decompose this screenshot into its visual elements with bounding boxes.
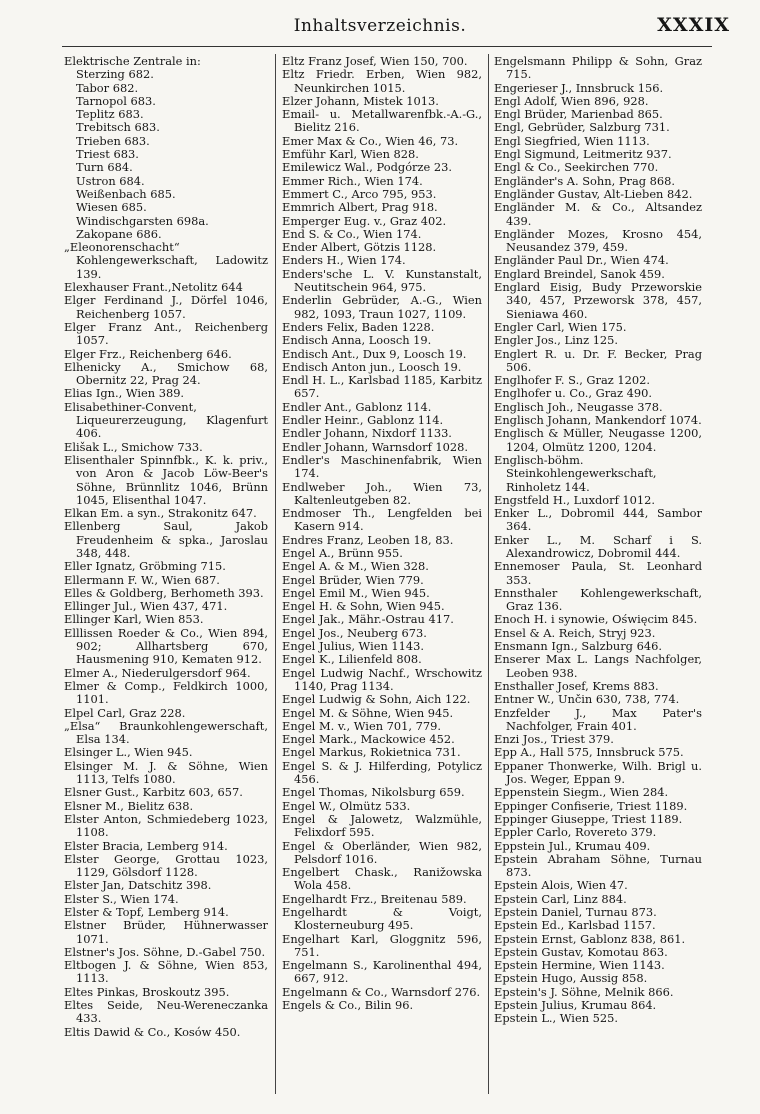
index-entry: Engel A., Brünn 955. (282, 545, 403, 560)
index-entry: Engl & Co., Seekirchen 770. (494, 160, 659, 175)
index-entry: Eppaner Thonwerke, Wilh. Brigl u. Jos. Weger, Eppan 9. (494, 758, 702, 787)
index-entry: Trieben 683. (76, 133, 150, 148)
index-entry: Elpel Carl, Graz 228. (64, 705, 186, 720)
index-entry: Englard Eisig, Budy Przeworskie 340, 457, Przeworsk 378, 457, Sieniawa 460. (494, 280, 702, 321)
index-entry: Engelbert Chask., Ranižowska Wola 458. (282, 865, 482, 893)
index-entry: Eltis Dawid & Co., Kosów 450. (64, 1024, 241, 1039)
index-entry: Engstfeld H., Luxdorf 1012. (494, 492, 656, 507)
index-entry: Engel Markus, Rokietnica 731. (282, 745, 461, 760)
index-entry: Email- u. Metallwarenfbk.-A.-G., Bielitz 216. (282, 107, 482, 135)
index-entry: Epstein Hermine, Wien 1143. (494, 958, 665, 973)
index-entry: Turn 684. (76, 160, 133, 175)
index-entry: Enzfelder J., Max Pater's Nachfolger, Frain 401. (494, 705, 702, 733)
index-entry: Enserer Max L. Langs Nachfolger, Leoben 938. (494, 652, 702, 680)
index-entry: Elster Anton, Schmiedeberg 1023, 1108. (64, 811, 268, 840)
index-entry: Elzer Johann, Mistek 1013. (282, 93, 439, 108)
index-entry: Tabor 682. (76, 80, 139, 95)
index-entry: Englisch-böhm. Steinkohlengewerkschaft, Rinholetz 144. (494, 452, 657, 494)
index-entry: Engel S. & J. Hilferding, Potylicz 456. (282, 758, 482, 787)
index-entry: Eltes Seide, Neu-Wereneczanka 433. (64, 998, 268, 1026)
index-entry: Engländer Mozes, Krosno 454, Neusandez 379, 459. (494, 226, 702, 255)
index-entry: Elias Ign., Wien 389. (64, 386, 185, 401)
page-header (0, 10, 760, 42)
index-entry: Elsinger L., Wien 945. (64, 745, 193, 760)
index-entry: Elstner's Jos. Söhne, D.-Gabel 750. (64, 944, 266, 959)
index-entry: Epstein Hugo, Aussig 858. (494, 971, 648, 986)
index-entry: Tarnopol 683. (76, 93, 156, 108)
index-entry: Eltz Franz Josef, Wien 150, 700. (282, 54, 468, 68)
index-entry: Engl Siegfried, Wien 1113. (494, 133, 650, 148)
index-entry: Eller Ignatz, Gröbming 715. (64, 559, 226, 574)
index-entry: Engel Thomas, Nikolsburg 659. (282, 785, 465, 800)
index-entry: Sterzing 682. (76, 67, 154, 82)
page-title: Inhaltsverzeichnis. (293, 16, 467, 36)
index-entry: Elektrische Zentrale in: (64, 54, 201, 68)
index-column-2 (282, 55, 482, 1012)
index-entry: Enker L., M. Scharf i S. Alexandrowicz, Dobromil 444. (494, 532, 702, 560)
index-column-1 (64, 55, 268, 1039)
index-entry: Epstein Ernst, Gablonz 838, 861. (494, 931, 686, 946)
index-entry: Elster & Topf, Lemberg 914. (64, 905, 229, 919)
index-entry: Engel W., Olmütz 533. (282, 798, 411, 813)
index-entry: Elsner M., Bielitz 638. (64, 798, 194, 813)
index-entry: Engländer's A. Sohn, Prag 868. (494, 173, 676, 188)
index-entry: Endmoser Th., Lengfelden bei Kasern 914. (282, 506, 482, 534)
index-entry: Entner W., Unčin 630, 738, 774. (494, 692, 680, 707)
column-divider (488, 54, 489, 1094)
index-entry: Endl H. L., Karlsbad 1185, Karbitz 657. (282, 373, 482, 401)
index-entry: Epstein Julius, Krumau 864. (494, 998, 657, 1013)
index-entry: Windischgarsten 698a. (76, 213, 209, 228)
index-entry: Emmert C., Arco 795, 953. (282, 186, 437, 201)
index-entry: Ennsthaler Kohlengewerkschaft, Graz 136. (494, 585, 702, 614)
index-entry: Elhenicky A., Smichow 68, Obernitz 22, Prag 24. (64, 359, 268, 388)
index-entry: Eppinger Giuseppe, Triest 1189. (494, 811, 683, 826)
index-entry: Enders'sche L. V. Kunstanstalt, Neutitschein 964, 975. (282, 266, 482, 295)
index-entry: Engelhardt Frz., Breitenau 589. (282, 891, 467, 906)
index-entry: Elger Ferdinand J., Dörfel 1046, Reichenberg 1057. (64, 293, 268, 321)
index-entry: Epstein Abraham Söhne, Turnau 873. (494, 851, 702, 880)
index-entry: Engl Sigmund, Leitmeritz 937. (494, 147, 672, 162)
index-entry: Elster George, Grottau 1023, 1129, Gölsdorf 1128. (64, 851, 268, 880)
index-entry: Endisch Anton jun., Loosch 19. (282, 359, 462, 374)
index-entry: Engel Ludwig Nachf., Wrschowitz 1140, Prag 1134. (282, 665, 482, 693)
index-entry: Ellenberg Saul, Jakob Freudenheim & spka., Jaroslau 348, 448. (64, 519, 268, 560)
index-entry: Engel Jos., Neuberg 673. (282, 625, 427, 640)
index-entry: Elmer A., Niederulgersdorf 964. (64, 665, 251, 680)
index-entry: Endler Heinr., Gablonz 114. (282, 413, 444, 428)
index-entry: Endlweber Joh., Wien 73, Kaltenleutgeben 82. (282, 479, 482, 507)
index-entry: Trebitsch 683. (76, 120, 160, 135)
index-entry: Enker L., Dobromil 444, Sambor 364. (494, 506, 702, 534)
index-entry: Elger Frz., Reichenberg 646. (64, 346, 232, 361)
index-entry: Emperger Eug. v., Graz 402. (282, 213, 447, 228)
index-entry: Eltz Friedr. Erben, Wien 982, Neunkirchen 1015. (282, 67, 482, 95)
index-entry: Eltes Pinkas, Broskoutz 395. (64, 984, 230, 999)
index-entry: Englhofer F. S., Graz 1202. (494, 373, 650, 388)
index-entry: Elsinger M. J. & Söhne, Wien 1113, Telfs 1080. (64, 758, 268, 787)
index-entry: Endisch Anna, Loosch 19. (282, 333, 432, 348)
index-entry: Elster Jan, Datschitz 398. (64, 878, 212, 893)
index-entry: Engel Julius, Wien 1143. (282, 639, 425, 654)
index-entry: Eppstein Jul., Krumau 409. (494, 838, 651, 853)
index-entry: Emer Max & Co., Wien 46, 73. (282, 133, 459, 148)
index-entry: Engl Adolf, Wien 896, 928. (494, 93, 649, 108)
index-entry: Elmer & Comp., Feldkirch 1000, 1101. (64, 678, 268, 707)
index-entry: Endres Franz, Leoben 18, 83. (282, 532, 454, 547)
index-entry: Emilewicz Wal., Podgórze 23. (282, 160, 452, 175)
index-entry: Eppler Carlo, Rovereto 379. (494, 825, 657, 840)
index-entry: Epstein Alois, Wien 47. (494, 878, 628, 893)
index-entry: Eltbogen J. & Söhne, Wien 853, 1113. (64, 958, 268, 986)
index-entry: Ellermann F. W., Wien 687. (64, 572, 220, 587)
index-entry: Elster Bracia, Lemberg 914. (64, 838, 228, 853)
index-entry: Ellinger Karl, Wien 853. (64, 612, 204, 627)
index-entry: Elger Franz Ant., Reichenberg 1057. (64, 319, 268, 348)
index-entry: Epstein Carl, Linz 884. (494, 891, 627, 906)
index-entry: „Eleonorenschacht“ Kohlengewerkschaft, Ladowitz 139. (64, 240, 268, 281)
index-entry: Elles & Goldberg, Berhometh 393. (64, 585, 264, 600)
index-entry: Elisabethiner-Convent, Liqueurerzeugung, Klagenfurt 406. (64, 399, 268, 441)
index-entry: Englert R. u. Dr. F. Becker, Prag 506. (494, 346, 702, 374)
index-entry: Enoch H. i synowie, Oświęcim 845. (494, 612, 698, 627)
index-entry: Engel Mark., Mackowice 452. (282, 732, 455, 747)
index-entry: Engländer M. & Co., Altsandez 439. (494, 200, 702, 228)
index-entry: Epstein Ed., Karlsbad 1157. (494, 918, 656, 933)
index-entry: Engel Brüder, Wien 779. (282, 572, 424, 587)
index-entry: Engel Ludwig & Sohn, Aich 122. (282, 692, 471, 707)
index-entry: Ellinger Jul., Wien 437, 471. (64, 599, 228, 614)
index-entry: Endler's Maschinenfabrik, Wien 174. (282, 452, 482, 481)
index-entry: Engels & Co., Bilin 96. (282, 998, 414, 1013)
index-entry: Engelhart Karl, Gloggnitz 596, 751. (282, 931, 482, 959)
index-entry: Englisch & Müller, Neugasse 1200, 1204, Olmütz 1200, 1204. (494, 426, 702, 454)
index-entry: Englisch Joh., Neugasse 378. (494, 399, 663, 414)
index-entry: Weißenbach 685. (76, 186, 176, 201)
index-entry: Elstner Brüder, Hühnerwasser 1071. (64, 918, 268, 946)
index-entry: Endler Johann, Warnsdorf 1028. (282, 439, 469, 454)
index-entry: Engelhardt & Voigt, Klosterneuburg 495. (282, 905, 482, 933)
index-entry: Elster S., Wien 174. (64, 891, 179, 906)
index-entry: Elsner Gust., Karbitz 603, 657. (64, 785, 243, 800)
index-entry: Engl, Gebrüder, Salzburg 731. (494, 120, 670, 135)
index-entry: Zakopane 686. (76, 226, 162, 241)
index-entry: Engerieser J., Innsbruck 156. (494, 80, 664, 95)
index-entry: Epp A., Hall 575, Innsbruck 575. (494, 745, 684, 760)
column-divider (275, 54, 276, 1094)
index-entry: Wiesen 685. (76, 200, 147, 215)
index-entry: „Elsa“ Braunkohlengewerschaft, Elsa 134. (64, 718, 268, 747)
index-entry: Englisch Johann, Mankendorf 1074. (494, 413, 702, 428)
index-entry: Ender Albert, Götzis 1128. (282, 240, 437, 255)
index-entry: Emmer Rich., Wien 174. (282, 173, 423, 188)
index-entry: Engel H. & Sohn, Wien 945. (282, 599, 445, 614)
index-entry: End S. & Co., Wien 174. (282, 226, 422, 241)
index-entry: Engländer Paul Dr., Wien 474. (494, 253, 669, 268)
index-entry: Epstein L., Wien 525. (494, 1011, 619, 1026)
index-entry: Emmrich Albert, Prag 918. (282, 200, 438, 215)
index-entry: Eppinger Confiserie, Triest 1189. (494, 798, 688, 813)
index-entry: Engel & Jalowetz, Walzmühle, Felixdorf 595. (282, 811, 482, 840)
header-rule (62, 46, 712, 47)
index-entry: Engel K., Lilienfeld 808. (282, 652, 422, 667)
index-entry: Ustron 684. (76, 173, 145, 188)
index-entry: Engel Jak., Mähr.-Ostrau 417. (282, 612, 454, 627)
index-entry: Enderlin Gebrüder, A.-G., Wien 982, 1093, Traun 1027, 1109. (282, 293, 482, 321)
index-column-3 (494, 55, 702, 1026)
page-number: XXXIX (657, 14, 730, 36)
index-entry: Epstein Gustav, Komotau 863. (494, 944, 668, 959)
index-entry: Triest 683. (76, 147, 139, 162)
index-entry: Engler Jos., Linz 125. (494, 333, 619, 348)
index-entry: Englhofer u. Co., Graz 490. (494, 386, 652, 401)
index-entry: Engelmann & Co., Warnsdorf 276. (282, 984, 481, 999)
index-entry: Ensmann Ign., Salzburg 646. (494, 639, 662, 654)
index-entry: Ensel & A. Reich, Stryj 923. (494, 625, 656, 640)
index-entry: Engel & Oberländer, Wien 982, Pelsdorf 1016. (282, 838, 482, 866)
index-entry: Elišak L., Smichow 733. (64, 439, 203, 454)
index-entry: Engel M. v., Wien 701, 779. (282, 718, 441, 733)
index-entry: Endler Ant., Gablonz 114. (282, 399, 432, 414)
index-entry: Epstein's J. Söhne, Melnik 866. (494, 984, 674, 999)
index-entry: Englard Breindel, Sanok 459. (494, 266, 665, 281)
index-entry: Endler Johann, Nixdorf 1133. (282, 426, 452, 441)
index-entry: Endisch Ant., Dux 9, Loosch 19. (282, 346, 467, 361)
index-entry: Enzi Jos., Triest 379. (494, 732, 614, 747)
index-entry: Engl Brüder, Marienbad 865. (494, 107, 663, 122)
index-entry: Elisenthaler Spinnfbk., K. k. priv., von Aron & Jacob Löw-Beer's Söhne, Brünnlitz 1046, Brünn 1045, Elisenthal 1047. (64, 452, 268, 507)
index-entry: Enders Felix, Baden 1228. (282, 319, 435, 334)
index-entry: Elkan Em. a syn., Strakonitz 647. (64, 506, 257, 521)
index-entry: Engler Carl, Wien 175. (494, 319, 627, 334)
index-entry: Engel Emil M., Wien 945. (282, 585, 430, 600)
index-entry: Engel M. & Söhne, Wien 945. (282, 705, 454, 720)
index-entry: Epstein Daniel, Turnau 873. (494, 905, 657, 919)
index-entry: Engel A. & M., Wien 328. (282, 559, 429, 574)
index-entry: Ensthaller Josef, Krems 883. (494, 678, 659, 693)
index-entry: Teplitz 683. (76, 107, 144, 122)
index-entry: Engländer Gustav, Alt-Lieben 842. (494, 186, 693, 201)
index-entry: Engelmann S., Karolinenthal 494, 667, 912. (282, 958, 482, 986)
index-entry: Enders H., Wien 174. (282, 253, 406, 268)
index-entry: Eppenstein Siegm., Wien 284. (494, 785, 669, 800)
index-entry: Elexhauser Frant.,Netolitz 644 (64, 280, 243, 295)
index-entry: Emführ Karl, Wien 828. (282, 147, 419, 162)
index-entry: Ennemoser Paula, St. Leonhard 353. (494, 559, 702, 587)
index-entry: Engelsmann Philipp & Sohn, Graz 715. (494, 54, 702, 82)
index-entry: Elllissen Roeder & Co., Wien 894, 902; Allhartsberg 670, Hausmening 910, Kematen 912. (64, 625, 268, 667)
